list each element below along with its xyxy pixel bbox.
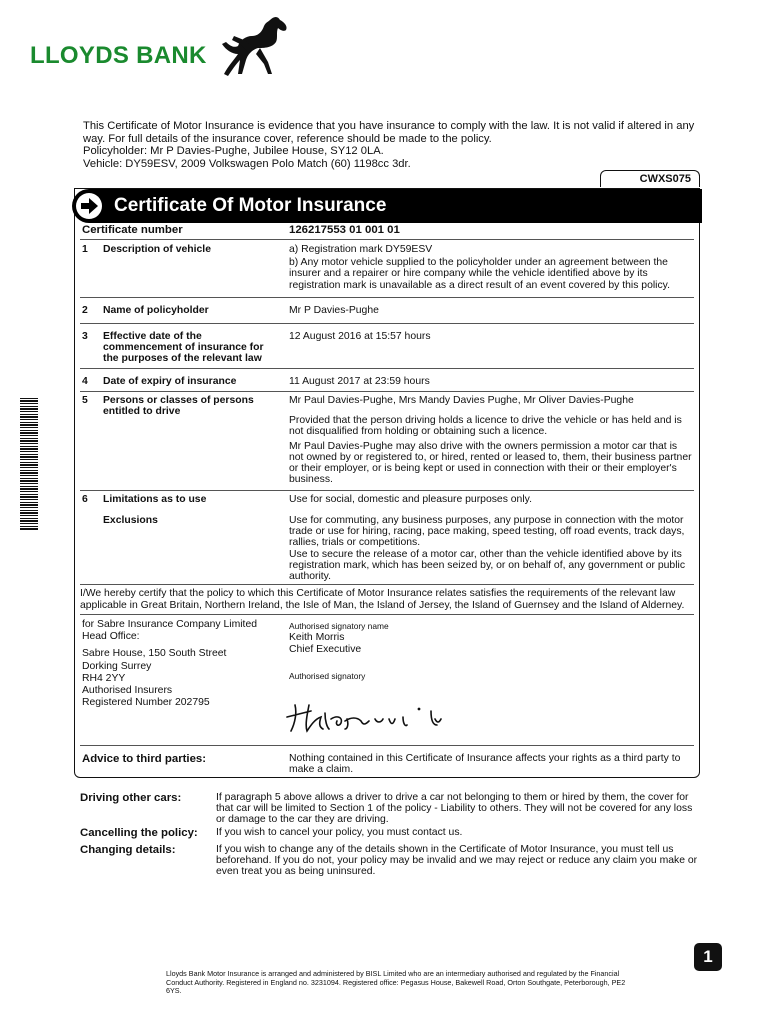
signatory-title: Chief Executive bbox=[289, 644, 362, 655]
cancelling-value: If you wish to cancel your policy, you must contact us. bbox=[216, 827, 463, 838]
named-drivers: Mr Paul Davies-Pughe, Mrs Mandy Davies Pughe, Mr Oliver Davies-Pughe bbox=[289, 395, 634, 406]
exclusion-1: Use for commuting, any business purposes, any purpose in connection with the motor trade or use for hiring, racing, pace making, speed testing, off road events, track days, rallies, trials or competitions. bbox=[289, 515, 685, 549]
handwritten-signature bbox=[285, 695, 465, 737]
drivers-info bbox=[289, 395, 694, 485]
divider bbox=[80, 584, 694, 585]
document-code: CWXS075 bbox=[600, 170, 700, 187]
divider bbox=[80, 490, 694, 491]
head-office-label: Head Office: bbox=[82, 631, 140, 642]
registered-number: Registered Number 202795 bbox=[82, 697, 210, 708]
intro-line-2: Policyholder: Mr P Davies-Pughe, Jubilee House, SY12 0LA. bbox=[83, 145, 384, 158]
authorised-insurers: Authorised Insurers bbox=[82, 685, 173, 696]
intro-line-1: This Certificate of Motor Insurance is evidence that you have insurance to comply with the law. It is not valid if altered in any way. For full details of the insurance cover, reference should be made to the policy. bbox=[83, 120, 695, 145]
certificate-number-value: 126217553 01 001 01 bbox=[289, 224, 400, 236]
divider bbox=[80, 745, 694, 746]
licence-condition: Provided that the person driving holds a licence to drive the vehicle or has held and is not disqualified from holding or obtaining such a licence. bbox=[289, 415, 682, 438]
signatory-details bbox=[289, 632, 361, 656]
policyholder-name: Mr P Davies-Pughe bbox=[289, 305, 379, 316]
divider bbox=[80, 297, 694, 298]
vehicle-description bbox=[289, 244, 694, 291]
item-number: 3 bbox=[82, 331, 88, 342]
cancelling-label: Cancelling the policy: bbox=[80, 827, 198, 839]
certificate-title: Certificate Of Motor Insurance bbox=[114, 195, 387, 216]
item-label: Date of expiry of insurance bbox=[103, 376, 237, 387]
exclusions-value bbox=[289, 515, 694, 582]
divider bbox=[80, 614, 694, 615]
insurer-block bbox=[82, 619, 257, 709]
signatory-name-label: Authorised signatory name bbox=[289, 621, 389, 631]
insurer-address-1: Sabre House, 150 South Street bbox=[82, 648, 227, 659]
insurer-address-2: Dorking Surrey bbox=[82, 661, 152, 672]
exclusion-2: Use to secure the release of a motor car, other than the vehicle identified above by its registration mark, which has been seized by, or on behalf of, any government or public authority. bbox=[289, 548, 686, 583]
insurer-name: for Sabre Insurance Company Limited bbox=[82, 619, 257, 630]
insurer-address-3: RH4 2YY bbox=[82, 673, 126, 684]
divider bbox=[80, 323, 694, 324]
barcode bbox=[20, 398, 38, 530]
exclusions-label: Exclusions bbox=[103, 515, 158, 526]
changing-details-label: Changing details: bbox=[80, 844, 176, 856]
item-number: 5 bbox=[82, 395, 88, 406]
black-horse-icon bbox=[218, 14, 290, 80]
certify-statement: I/We hereby certify that the policy to which this Certificate of Motor Insurance relates satisfies the requirements of the relevant law applicable in Great Britain, Northern Ireland, the Isle of Man, the Island of Jersey, the Island of Guernsey and the Island of Alderney. bbox=[80, 588, 685, 611]
item-label: Effective date of the commencement of insurance for the purposes of the relevant law bbox=[103, 331, 264, 364]
certificate-number-label: Certificate number bbox=[82, 224, 183, 236]
item-label: Persons or classes of persons entitled to drive bbox=[103, 395, 254, 417]
signatory-label: Authorised signatory bbox=[289, 671, 366, 681]
driving-other-cars-value: If paragraph 5 above allows a driver to drive a car not belonging to them or hired by them, the cover for that car will be limited to Section 1 of the policy - Liability to others. They will not be covered for any loss or damage to the car they are driving. bbox=[216, 792, 693, 826]
page-number: 1 bbox=[694, 943, 722, 971]
item-number: 4 bbox=[82, 376, 88, 387]
item-number: 2 bbox=[82, 305, 88, 316]
intro-text bbox=[83, 120, 703, 170]
item-label: Limitations as to use bbox=[103, 494, 207, 505]
advice-value: Nothing contained in this Certificate of Insurance affects your rights as a third party to make a claim. bbox=[289, 753, 681, 776]
divider bbox=[80, 239, 694, 240]
signatory-name: Keith Morris bbox=[289, 632, 345, 643]
advice-label: Advice to third parties: bbox=[82, 753, 207, 765]
item-label: Name of policyholder bbox=[103, 305, 209, 316]
item-label: Description of vehicle bbox=[103, 244, 211, 255]
item-number: 1 bbox=[82, 244, 88, 255]
brand-logo-text: LLOYDS BANK bbox=[30, 42, 207, 69]
limitations-value: Use for social, domestic and pleasure purposes only. bbox=[289, 494, 532, 505]
divider bbox=[80, 391, 694, 392]
other-cars-permission: Mr Paul Davies-Pughe may also drive with the owners permission a motor car that is not owned by or registered to, or hired, rented or leased to, them, their business partner or their employer, or is being kept or used in connection with their or their employer's business. bbox=[289, 440, 692, 486]
divider bbox=[80, 368, 694, 369]
intro-line-3: Vehicle: DY59ESV, 2009 Volkswagen Polo Match (60) 1198cc 3dr. bbox=[83, 157, 411, 170]
effective-date: 12 August 2016 at 15:57 hours bbox=[289, 331, 431, 342]
driving-other-cars-label: Driving other cars: bbox=[80, 792, 182, 804]
item-number: 6 bbox=[82, 494, 88, 505]
registration-mark: a) Registration mark DY59ESV bbox=[289, 244, 433, 255]
arrow-right-icon bbox=[75, 192, 103, 220]
substitute-vehicle-text: b) Any motor vehicle supplied to the policyholder under an agreement between the insurer and a repairer or hire company while the vehicle identified above by its registration mark is unavailable as a direct result of an event covered by this policy. bbox=[289, 257, 670, 291]
legal-footer: Lloyds Bank Motor Insurance is arranged and administered by BISL Limited who are an intermediary authorised and regulated by the Financial Conduct Authority. Registered in England no. 3231094. Registered office: Pegasus House, Bakewell Road, Orton Southgate, Peterborough, PE2 6YS. bbox=[166, 969, 626, 996]
expiry-date: 11 August 2017 at 23:59 hours bbox=[289, 376, 430, 387]
changing-details-value: If you wish to change any of the details shown in the Certificate of Motor Insurance, you must tell us beforehand. If you do not, your policy may be invalid and we may reject or reduce any claim you make or even treat you as being uninsured. bbox=[216, 844, 698, 878]
